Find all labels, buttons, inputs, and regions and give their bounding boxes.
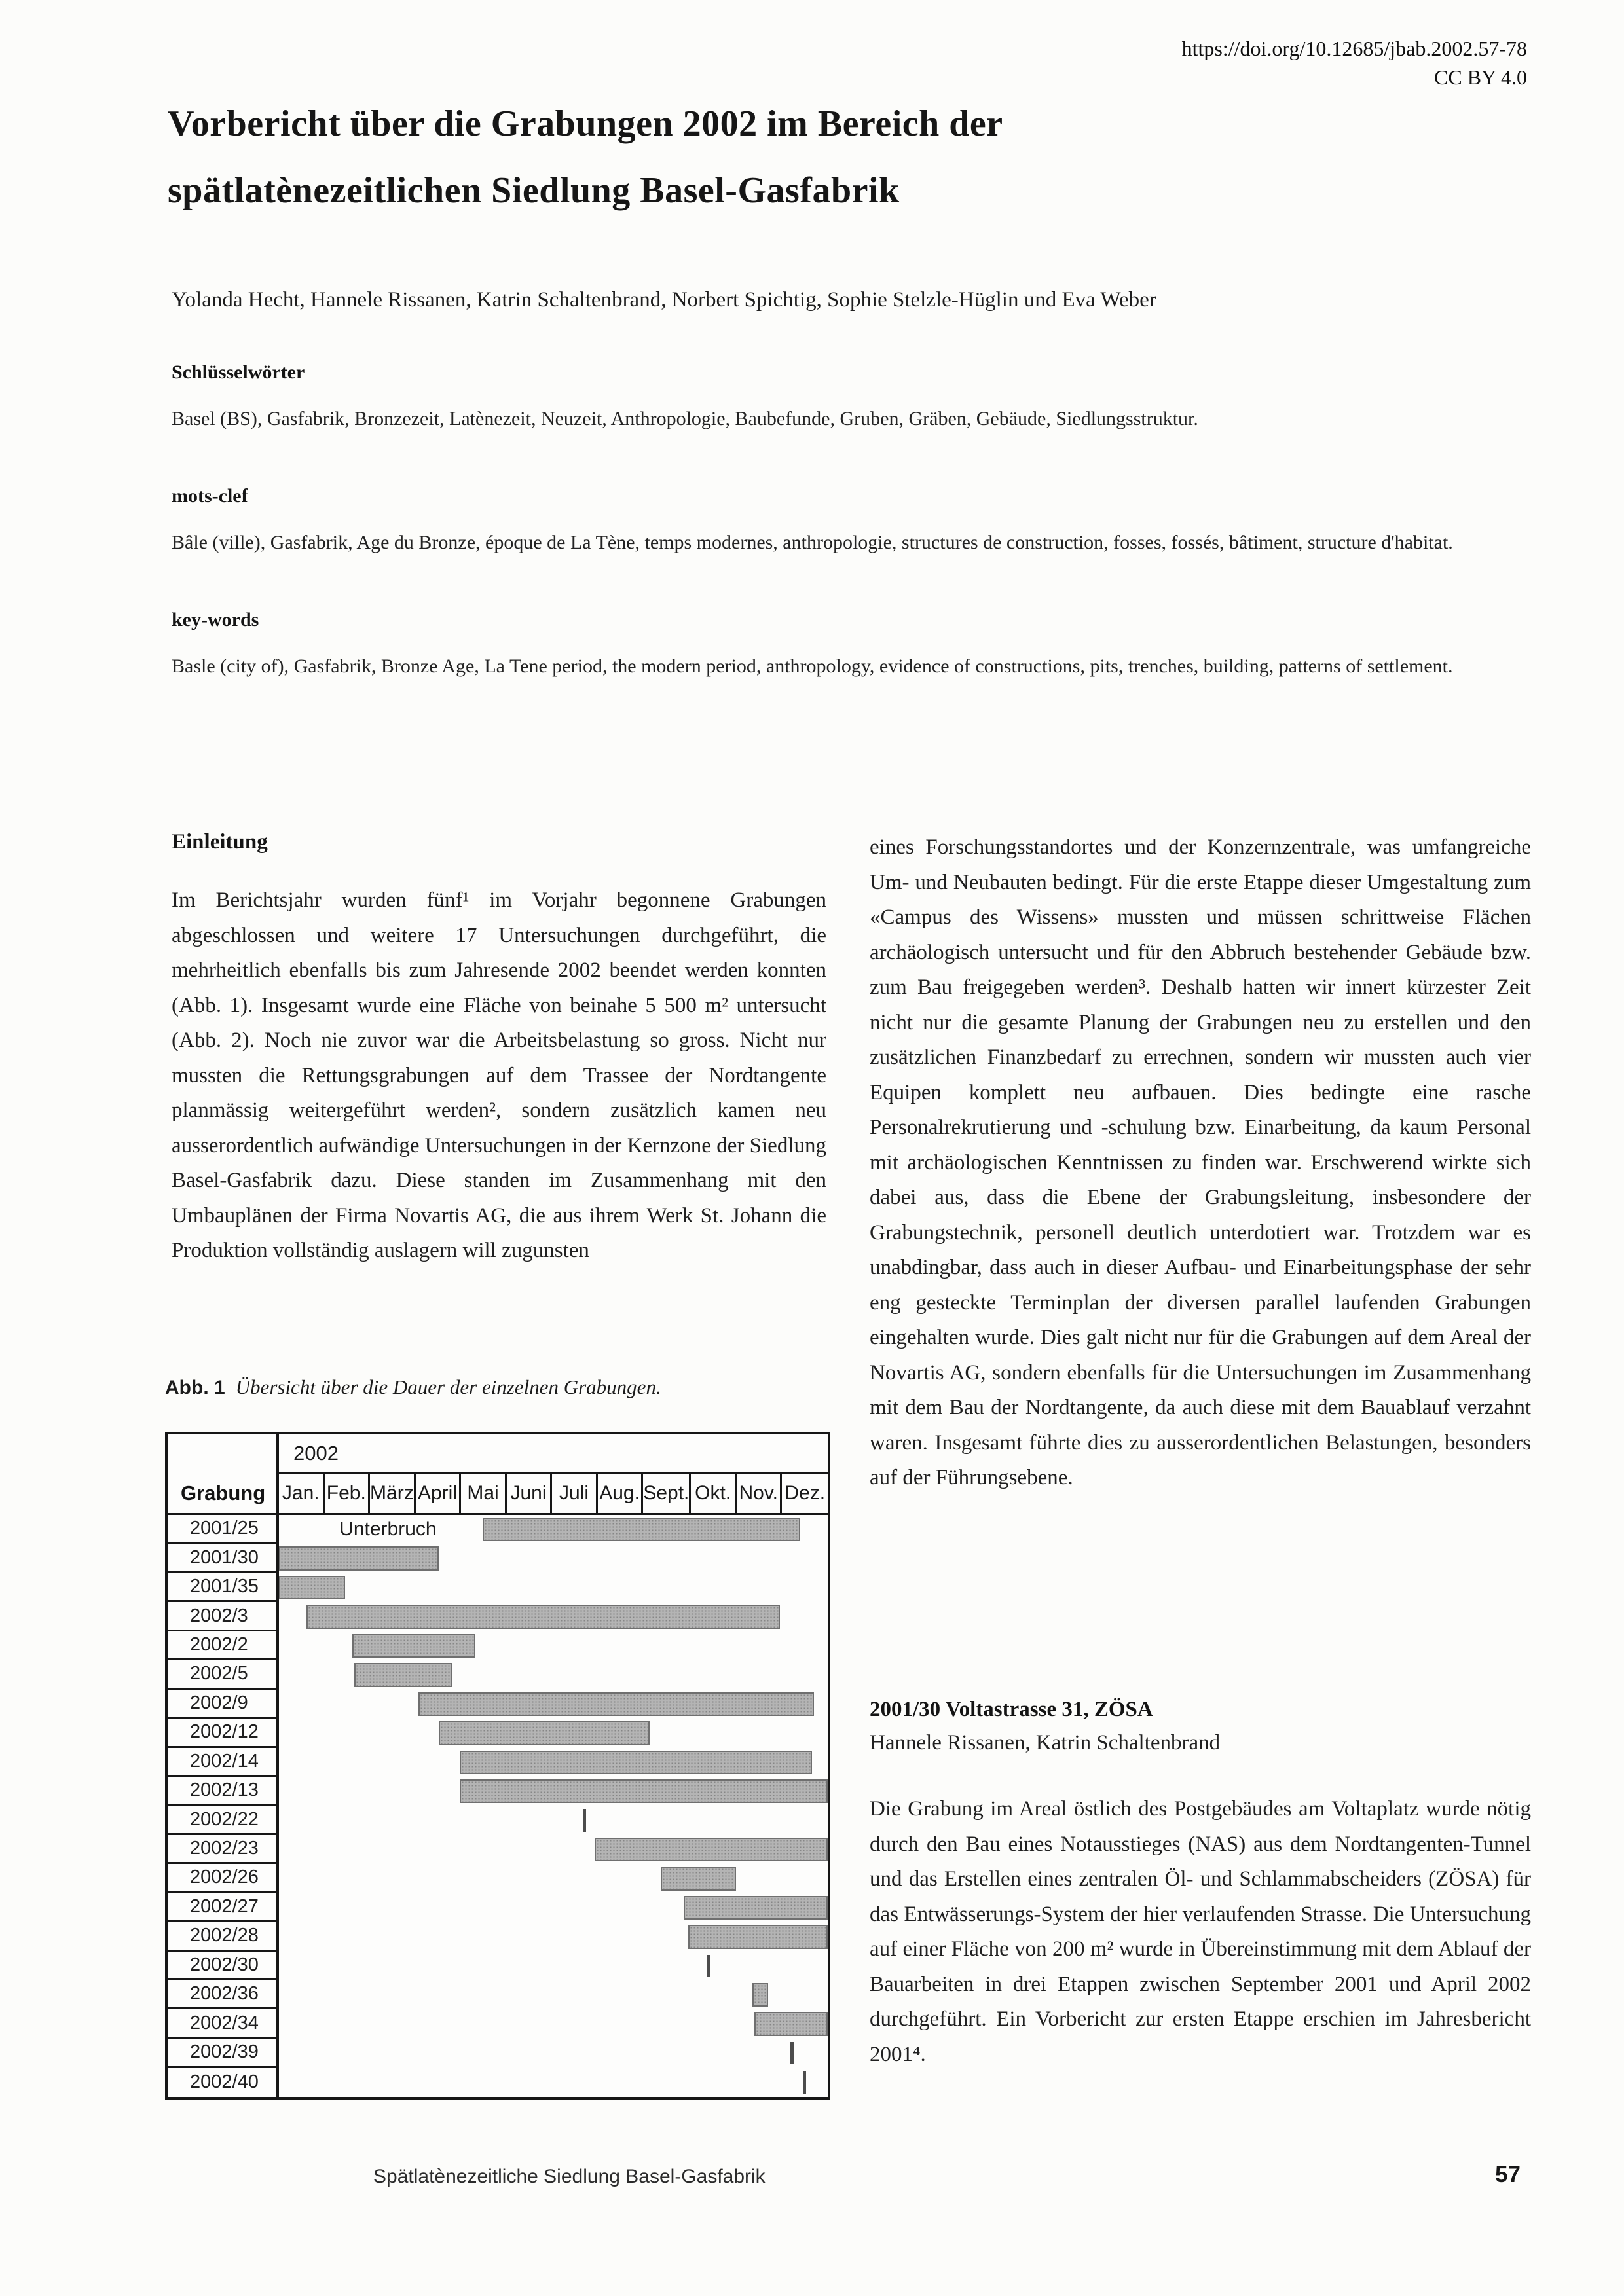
gantt-duration-bar	[460, 1751, 812, 1774]
gantt-duration-bar	[279, 1576, 345, 1599]
gantt-duration-bar	[752, 1983, 768, 2007]
gantt-duration-bar	[439, 1721, 649, 1745]
gantt-row-track	[279, 1806, 828, 1834]
gantt-row	[168, 1573, 828, 1602]
gantt-row-track	[279, 1631, 828, 1660]
gantt-row-label: 2002/23	[168, 1835, 279, 1864]
keywords-heading-de: Schlüsselwörter	[172, 361, 305, 383]
intro-continuation-paragraph: eines Forschungsstandortes und der Konzernzentrale, was umfangreiche Um- und Neubauten bedingt. Für die erste Etappe dieser Umgestaltung zum «Campus des Wissens» mussten und müssen schrittweise Flächen archäologisch untersucht und für den Abbruch bestehender Gebäude bzw. zum Bau freigegeben werden³. Deshalb hatten wir innert kürzester Zeit nicht nur die gesamte Planung der Grabungen neu zu erstellen und den zusätzlichen Finanzbedarf zu errechnen, sondern wir mussten auch vier Equipen komplett neu aufbauen. Dies bedingte eine rasche Personalrekrutierung und -schulung bzw. Einarbeitung, da kaum Personal mit archäologischen Kenntnissen zu finden war. Erschwerend wirkte sich dabei aus, dass die Ebene der Grabungsleitung, insbesondere der Grabungstechnik, personell deutlich unterdotiert war. Trotzdem war es unabdingbar, dass auch in dieser Aufbau- und Einarbeitungsphase der sehr eng gesteckte Terminplan der diversen parallel laufenden Grabungen eingehalten wurde. Dies galt nicht nur für die Grabungen auf dem Areal der Novartis AG, sondern ebenfalls für die Untersuchungen im Zusammenhang mit dem Bau der Nordtangente, da auch diese mit dem Bauablauf verzahnt waren. Insgesamt führte dies zu ausserordentlichen Belastungen, besonders auf der Führungsebene.	[870, 835, 1531, 1489]
gantt-duration-tick	[707, 1955, 710, 1977]
gantt-duration-bar	[354, 1663, 452, 1686]
gantt-row-track	[279, 2039, 828, 2068]
keywords-block-en	[172, 609, 1532, 684]
gantt-month-label: Dez.	[784, 1482, 826, 1504]
gantt-month-row	[279, 1474, 828, 1513]
license-label: CC BY 4.0	[1434, 65, 1527, 89]
keywords-block-fr	[172, 485, 1532, 560]
gantt-row	[168, 2039, 828, 2068]
paper-title-line2: spätlatènezeitlichen Siedlung Basel-Gasfabrik	[168, 170, 900, 211]
gantt-month-label: März	[370, 1474, 416, 1513]
two-column-body	[165, 830, 1531, 2179]
gantt-row-label: 2002/14	[168, 1748, 279, 1777]
gantt-row-label: 2002/34	[168, 2009, 279, 2038]
gantt-row-label: 2002/30	[168, 1952, 279, 1980]
gantt-row-label: 2002/5	[168, 1660, 279, 1689]
gantt-row	[168, 1631, 828, 1660]
keywords-text-fr: Bâle (ville), Gasfabrik, Age du Bronze, époque de La Tène, temps modernes, anthropologie, structures de construction, fosses, fossés, bâtiment, structure d'habitat.	[172, 532, 1453, 553]
einleitung-paragraph: Im Berichtsjahr wurden fünf¹ im Vorjahr begonnene Grabungen abgeschlossen und weitere 17 Untersuchungen durchgeführt, die mehrheitlich ebenfalls bis zum Jahresende 2002 beendet werden konnten (Abb. 1). Insgesamt wurde eine Fläche von beinahe 5 500 m² untersucht (Abb. 2). Noch nie zuvor war die Arbeitsbelastung so gross. Nicht nur mussten die Rettungsgrabungen auf dem Trassee der Nordtangente planmässig weitergeführt werden², sondern zusätzlich kamen neu ausserordentlich aufwändige Untersuchungen in der Kernzone der Siedlung Basel-Gasfabrik dazu. Diese standen im Zusammenhang mit den Umbauplänen der Firma Novartis AG, die aus ihrem Werk St. Johann die Produktion vollständig auslagern will zugunsten	[172, 888, 826, 1262]
gantt-duration-bar	[688, 1925, 828, 1948]
gantt-duration-bar	[352, 1634, 476, 1658]
authors-line: Yolanda Hecht, Hannele Rissanen, Katrin Schaltenbrand, Norbert Spichtig, Sophie Stelzle-Hüglin und Eva Weber	[172, 288, 1156, 312]
gantt-month-label: Sept.	[643, 1474, 691, 1513]
gantt-row	[168, 1690, 828, 1719]
section-2001-30	[870, 1698, 1531, 2072]
gantt-month-label: Okt.	[691, 1474, 737, 1513]
gantt-row-track	[279, 1893, 828, 1922]
gantt-row	[168, 1777, 828, 1806]
gantt-duration-bar	[460, 1779, 828, 1803]
gantt-row-label: 2002/12	[168, 1719, 279, 1747]
gantt-row-label: 2002/40	[168, 2068, 279, 2096]
section-2001-30-byline: Hannele Rissanen, Katrin Schaltenbrand	[870, 1731, 1221, 1755]
gantt-duration-bar	[483, 1518, 800, 1541]
keywords-section	[172, 361, 1532, 733]
gantt-row	[168, 1515, 828, 1544]
gantt-body	[168, 1515, 828, 2097]
gantt-row-track	[279, 1573, 828, 1602]
gantt-row-track	[279, 1748, 828, 1777]
gantt-duration-tick	[803, 2071, 806, 2093]
gantt-month-label: Nov.	[737, 1474, 783, 1513]
gantt-row-track	[279, 1922, 828, 1951]
page-number: 57	[1495, 2162, 1521, 2187]
gantt-row-note: Unterbruch	[339, 1518, 437, 1540]
figure-caption	[165, 1376, 826, 1399]
left-column	[165, 830, 826, 2179]
figure-caption-label: Abb. 1	[165, 1377, 225, 1398]
gantt-duration-bar	[684, 1896, 828, 1920]
gantt-row-label: 2001/25	[168, 1515, 279, 1544]
gantt-row-track	[279, 1544, 828, 1573]
section-2001-30-heading: 2001/30 Voltastrasse 31, ZÖSA	[870, 1698, 1153, 1721]
keywords-text-de: Basel (BS), Gasfabrik, Bronzezeit, Latènezeit, Neuzeit, Anthropologie, Baubefunde, Gruben, Gräben, Gebäude, Siedlungsstruktur.	[172, 408, 1198, 429]
paper-title	[168, 90, 1346, 224]
running-footer-title: Spätlatènezeitliche Siedlung Basel-Gasfabrik	[373, 2166, 766, 2187]
gantt-month-label: Jan.	[279, 1474, 325, 1513]
gantt-year-header: 2002	[279, 1434, 828, 1474]
gantt-duration-bar	[279, 1546, 439, 1570]
gantt-row-label: 2002/39	[168, 2039, 279, 2068]
gantt-row	[168, 2068, 828, 2096]
gantt-month-label: Juni	[507, 1474, 553, 1513]
gantt-row	[168, 1922, 828, 1951]
gantt-month-label: April	[416, 1474, 462, 1513]
doi-link[interactable]: https://doi.org/10.12685/jbab.2002.57-78	[1181, 37, 1527, 60]
gantt-row	[168, 1544, 828, 1573]
gantt-column-header: Grabung	[168, 1434, 279, 1513]
gantt-month-label: Feb.	[325, 1474, 371, 1513]
doi-block	[1182, 34, 1527, 92]
gantt-header-right	[279, 1434, 828, 1513]
gantt-month-label: Aug.	[598, 1474, 644, 1513]
gantt-row-track	[279, 1719, 828, 1747]
gantt-row-track	[279, 1515, 828, 1544]
gantt-row-track	[279, 2009, 828, 2038]
gantt-row	[168, 1660, 828, 1689]
gantt-duration-bar	[661, 1867, 736, 1890]
keywords-block-de	[172, 361, 1532, 437]
figure-abb1	[165, 1376, 826, 2100]
keywords-heading-en: key-words	[172, 609, 259, 630]
gantt-row	[168, 2009, 828, 2038]
gantt-row	[168, 1719, 828, 1747]
gantt-row-label: 2001/30	[168, 1544, 279, 1573]
gantt-row-track	[279, 1952, 828, 1980]
keywords-text-en: Basle (city of), Gasfabrik, Bronze Age, La Tene period, the modern period, anthropology, evidence of constructions, pits, trenches, building, patterns of settlement.	[172, 655, 1453, 677]
gantt-row	[168, 1748, 828, 1777]
gantt-row	[168, 1952, 828, 1980]
gantt-row-track	[279, 1777, 828, 1806]
gantt-chart	[165, 1432, 830, 2100]
gantt-row-label: 2002/27	[168, 1893, 279, 1922]
gantt-row-track	[279, 1980, 828, 2009]
gantt-duration-bar	[754, 2012, 828, 2035]
gantt-header	[168, 1434, 828, 1515]
gantt-row-label: 2001/35	[168, 1573, 279, 1602]
gantt-duration-bar	[418, 1692, 814, 1716]
gantt-row	[168, 1806, 828, 1834]
right-column	[870, 830, 1531, 2179]
gantt-row	[168, 1602, 828, 1631]
einleitung-heading: Einleitung	[172, 830, 268, 854]
gantt-row-track	[279, 1835, 828, 1864]
figure-caption-text: Übersicht über die Dauer der einzelnen Grabungen.	[235, 1376, 661, 1398]
gantt-row-label: 2002/28	[168, 1922, 279, 1951]
gantt-duration-bar	[595, 1838, 828, 1861]
gantt-row-track	[279, 1690, 828, 1719]
gantt-month-label: Juli	[552, 1474, 598, 1513]
gantt-row	[168, 1864, 828, 1893]
gantt-duration-tick	[583, 1809, 586, 1831]
gantt-row-track	[279, 2068, 828, 2096]
gantt-row	[168, 1835, 828, 1864]
gantt-duration-bar	[306, 1605, 780, 1628]
gantt-duration-tick	[790, 2042, 794, 2064]
gantt-row	[168, 1980, 828, 2009]
gantt-row-label: 2002/22	[168, 1806, 279, 1834]
gantt-row-label: 2002/26	[168, 1864, 279, 1893]
section-2001-30-paragraph: Die Grabung im Areal östlich des Postgebäudes am Voltaplatz wurde nötig durch den Bau eines Notausstieges (NAS) aus dem Nordtangenten-Tunnel und das Erstellen eines zentralen Öl- und Schlammabscheiders (ZÖSA) für das Entwässerungs-System der hier verlaufenden Strasse. Die Untersuchung auf einer Fläche von 200 m² wurde in Übereinstimmung mit dem Ablauf der Bauarbeiten in drei Etappen zwischen September 2001 und April 2002 durchgeführt. Ein Vorbericht zur ersten Etappe erschien im Jahresbericht 2001⁴.	[870, 1797, 1531, 2066]
gantt-row-track	[279, 1660, 828, 1689]
gantt-row-track	[279, 1602, 828, 1631]
gantt-row	[168, 1893, 828, 1922]
gantt-row-label: 2002/36	[168, 1980, 279, 2009]
gantt-row-label: 2002/13	[168, 1777, 279, 1806]
gantt-row-label: 2002/2	[168, 1631, 279, 1660]
paper-title-line1: Vorbericht über die Grabungen 2002 im Bereich der	[168, 103, 1003, 144]
gantt-row-track	[279, 1864, 828, 1893]
keywords-heading-fr: mots-clef	[172, 485, 248, 507]
gantt-month-label: Mai	[461, 1474, 507, 1513]
gantt-row-label: 2002/3	[168, 1602, 279, 1631]
gantt-row-label: 2002/9	[168, 1690, 279, 1719]
